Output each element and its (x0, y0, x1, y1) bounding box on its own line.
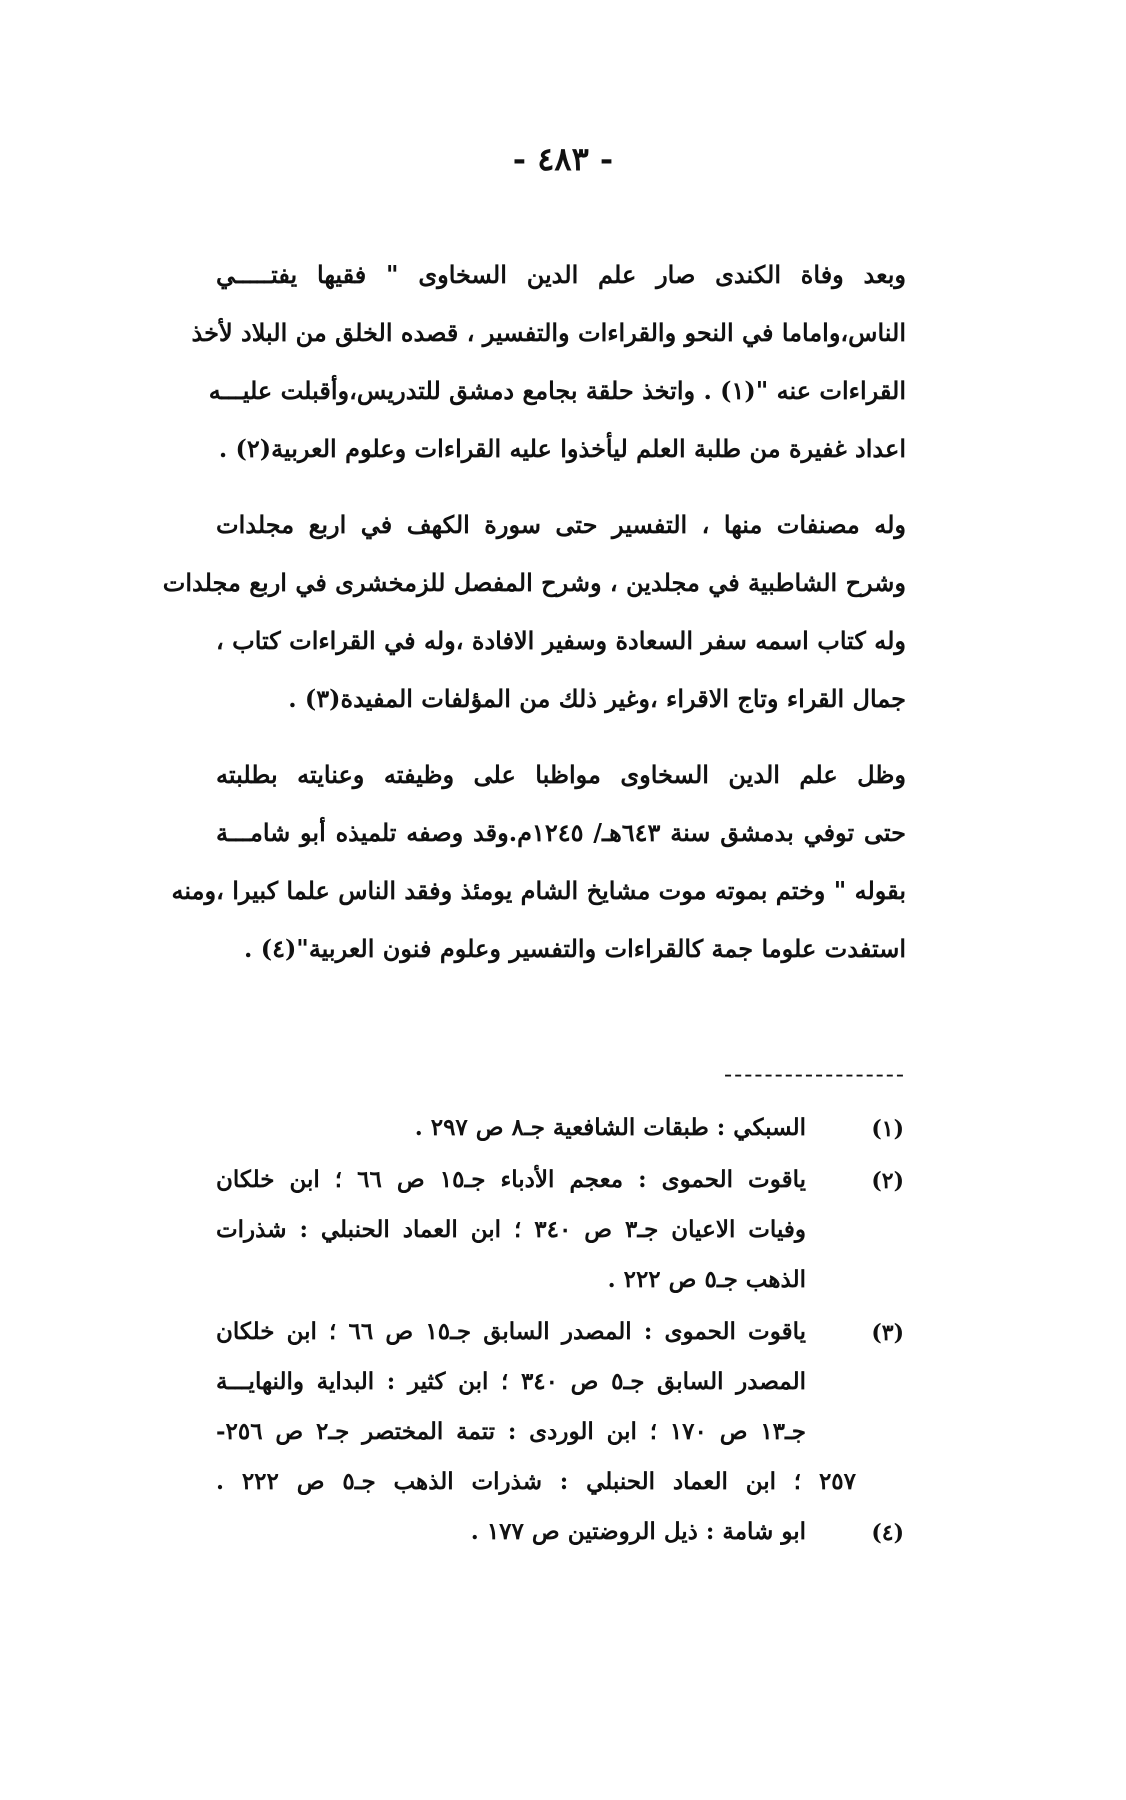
footnote-3-number: (٣) (871, 1320, 904, 1346)
paragraph-2-line-4: جمال القراء وتاج الاقراء ،وغير ذلك من المؤلفات المفيدة(٣) . (288, 684, 906, 713)
paragraph-3-line-3: بقوله " وختم بموته موت مشايخ الشام يومئذ وفقد الناس علما كبيرا ،ومنه (171, 876, 906, 905)
paragraph-2-line-3: وله كتاب اسمه سفر السعادة وسفير الافادة ،وله في القراءات كتاب ، (216, 626, 906, 655)
paragraph-1-line-2: الناس،واماما في النحو والقراءات والتفسير ، قصده الخلق من البلاد لأخذ (191, 318, 906, 347)
footnote-separator: ------------------ (724, 1060, 906, 1088)
paragraph-3-line-2: حتى توفي بدمشق سنة ٦٤٣هـ/ ١٢٤٥م.وقد وصفه تلميذه أبو شامـــة (216, 818, 906, 847)
paragraph-2-line-1: وله مصنفات منها ، التفسير حتى سورة الكهف في اربع مجلدات (216, 510, 906, 539)
page-number: - ٤٨٣ - (512, 140, 614, 178)
footnote-2-number: (٢) (871, 1168, 904, 1194)
paragraph-1-line-1: وبعد وفاة الكندى صار علم الدين السخاوى " فقيها يفتـــــي (216, 260, 906, 289)
paragraph-3-line-1: وظل علم الدين السخاوى مواظبا على وظيفته وعنايته بطلبته (216, 760, 906, 789)
footnote-1-line-1: السبكي : طبقات الشافعية جـ٨ ص ٢٩٧ . (414, 1114, 806, 1141)
paragraph-1-line-4: اعداد غفيرة من طلبة العلم ليأخذوا عليه القراءات وعلوم العربية(٢) . (218, 434, 906, 463)
footnote-1-number: (١) (871, 1116, 904, 1142)
footnote-2-line-1: ياقوت الحموى : معجم الأدباء جـ١٥ ص ٦٦ ؛ ابن خلكان (216, 1166, 806, 1193)
footnote-2-line-3: الذهب جـ٥ ص ٢٢٢ . (607, 1266, 806, 1293)
footnote-3-line-2: المصدر السابق جـ٥ ص ٣٤٠ ؛ ابن كثير : البداية والنهايـــة (216, 1368, 806, 1395)
paragraph-3-line-4: استفدت علوما جمة كالقراءات والتفسير وعلوم فنون العربية"(٤) . (243, 934, 906, 963)
footnote-3-line-4: ٢٥٧ ؛ ابن العماد الحنبلي : شذرات الذهب جـ٥ ص ٢٢٢ . (216, 1468, 856, 1495)
footnote-4-line-1: ابو شامة : ذيل الروضتين ص ١٧٧ . (470, 1518, 806, 1545)
footnote-4-number: (٤) (871, 1520, 904, 1546)
paragraph-2-line-2: وشرح الشاطبية في مجلدين ، وشرح المفصل للزمخشرى في اربع مجلدات (162, 568, 906, 597)
footnote-2-line-2: وفيات الاعيان جـ٣ ص ٣٤٠ ؛ ابن العماد الحنبلي : شذرات (216, 1216, 806, 1243)
footnote-3-line-1: ياقوت الحموى : المصدر السابق جـ١٥ ص ٦٦ ؛ ابن خلكان (216, 1318, 806, 1345)
footnote-3-line-3: جـ١٣ ص ١٧٠ ؛ ابن الوردى : تتمة المختصر جـ٢ ص ٢٥٦- (216, 1418, 806, 1445)
paragraph-1-line-3: القراءات عنه "(١) . واتخذ حلقة بجامع دمشق للتدريس،وأقبلت عليـــه (208, 376, 906, 405)
